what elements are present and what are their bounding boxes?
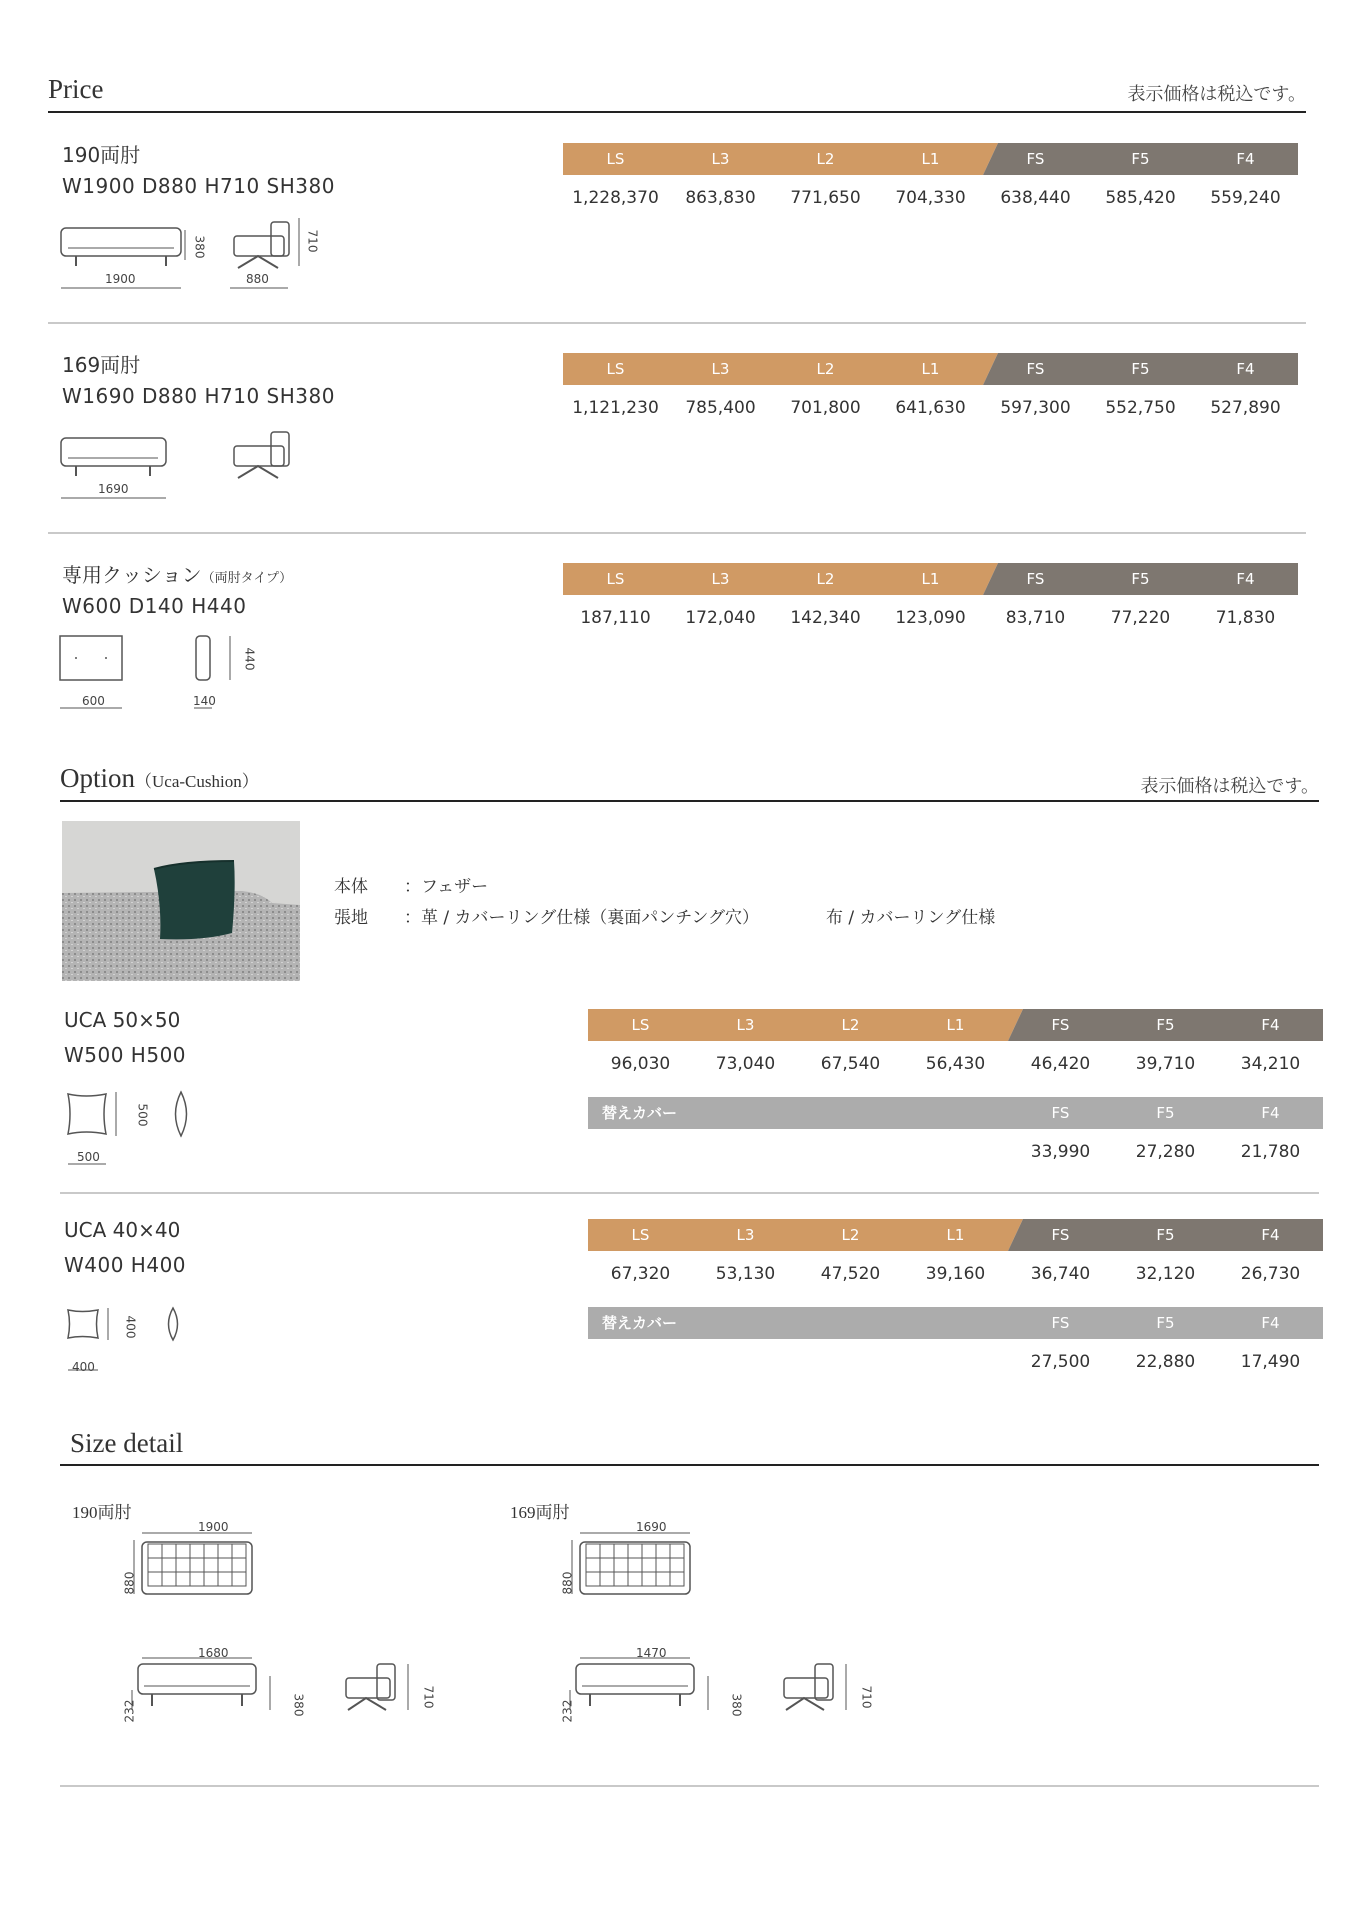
price-value: 83,710 [1005,608,1066,628]
option-title-rule [60,800,1319,802]
width-label: 1690 [98,482,129,496]
cover-grade-header: F5 [1156,1104,1175,1122]
grade-header: L3 [711,570,730,588]
price-value: 638,440 [1000,188,1071,208]
uca40-side-drawing [164,1306,184,1346]
cover-label: 替えカバー [602,1314,678,1332]
grade-header: F4 [1236,150,1255,168]
price-value: 67,320 [610,1264,671,1284]
price-value: 552,750 [1105,398,1176,418]
product-name: 169両肘 [62,353,141,377]
spec-cover-value-fabric: 布 / カバーリング仕様 [826,908,996,928]
grade-header: L1 [946,1016,965,1034]
price-value: 1,228,370 [572,188,659,208]
price-value: 1,121,230 [572,398,659,418]
product-dimensions: W600 D140 H440 [62,594,247,618]
leg-height-label: 232 [560,1699,575,1723]
grade-header: L3 [711,150,730,168]
height-label: 500 [135,1103,150,1127]
price-section-title: Price [48,74,104,104]
option-title: Option [60,763,136,793]
product-name: 190両肘 [62,143,141,167]
price-value: 771,650 [790,188,861,208]
width-label: 1900 [105,272,136,286]
depth-label: 140 [193,694,216,708]
grade-header: FS [1026,360,1045,378]
grade-header: L1 [921,570,940,588]
uca50-side-drawing [170,1090,194,1140]
size-model-name: 169両肘 [510,1503,570,1522]
cover-label: 替えカバー [602,1104,678,1122]
option-subtitle: （Uca-Cushion） [135,772,259,791]
grade-header: L2 [841,1226,860,1244]
option-item-name: UCA 40×40 [64,1218,181,1242]
grade-header: L1 [921,150,940,168]
cover-price-value: 33,990 [1030,1142,1091,1162]
price-value: 704,330 [895,188,966,208]
grade-header: F5 [1156,1016,1175,1034]
grade-header: F4 [1236,360,1255,378]
option-section-title [60,763,259,794]
grade-header: FS [1026,150,1045,168]
price-value: 67,540 [820,1054,881,1074]
price-value: 32,120 [1135,1264,1196,1284]
price-value: 187,110 [580,608,651,628]
grade-header: FS [1051,1016,1070,1034]
cover-header [588,1097,1323,1129]
option-item-name: UCA 50×50 [64,1008,181,1032]
price-title-rule [48,111,1306,113]
grade-header: L3 [711,360,730,378]
front-width-label: 1470 [636,1646,667,1660]
cover-grade-header: F4 [1261,1314,1280,1332]
cover-grade-header: F4 [1261,1104,1280,1122]
price-value: 26,730 [1240,1264,1301,1284]
product-name-note: （両肘タイプ） [201,571,293,586]
product-name-main: 専用クッション [62,563,202,587]
cover-price-value: 27,500 [1030,1352,1091,1372]
option-item-dimensions: W400 H400 [64,1253,187,1277]
grade-header: LS [606,150,625,168]
price-value: 56,430 [925,1054,986,1074]
grade-header: F5 [1131,360,1150,378]
price-value: 34,210 [1240,1054,1301,1074]
height-label: 400 [123,1315,138,1339]
grade-header: L2 [816,360,835,378]
seat-height-label: 380 [729,1693,744,1717]
grade-header: LS [606,360,625,378]
width-label: 500 [77,1150,100,1164]
grade-header: F5 [1131,150,1150,168]
product-dimensions: W1690 D880 H710 SH380 [62,384,335,408]
grade-header: FS [1051,1226,1070,1244]
grade-header: L3 [736,1226,755,1244]
price-tax-note: 表示価格は税込です。 [1127,84,1306,105]
grade-header: F4 [1261,1016,1280,1034]
grade-header: L1 [921,360,940,378]
price-value: 559,240 [1210,188,1281,208]
grade-header: F4 [1236,570,1255,588]
spec-body-label: 本体 [334,877,368,897]
price-value: 36,740 [1030,1264,1091,1284]
price-value: 46,420 [1030,1054,1091,1074]
seat-height-label: 380 [192,235,207,259]
cover-grade-header: F5 [1156,1314,1175,1332]
sofa-side-drawing [226,428,296,488]
product-dimensions: W1900 D880 H710 SH380 [62,174,335,198]
seat-height-label: 380 [291,1693,306,1717]
price-value: 785,400 [685,398,756,418]
spec-body-value: ：フェザー [404,877,489,897]
size-detail-drawing [550,1530,880,1730]
price-value: 96,030 [610,1054,671,1074]
divider [48,322,1306,324]
cover-price-value: 17,490 [1240,1352,1301,1372]
price-value: 641,630 [895,398,966,418]
depth-label: 880 [122,1571,137,1595]
price-value: 597,300 [1000,398,1071,418]
grade-header: L2 [816,570,835,588]
seat-height-mark [182,230,192,260]
divider [48,532,1306,534]
price-value: 527,890 [1210,398,1281,418]
cover-grade-header: FS [1051,1314,1070,1332]
cushion-photo [62,821,300,981]
grade-header: LS [631,1226,650,1244]
cover-price-value: 22,880 [1135,1352,1196,1372]
depth-label: 880 [560,1571,575,1595]
grade-header: F5 [1131,570,1150,588]
size-detail-drawing [112,1530,442,1730]
height-label: 710 [421,1685,436,1709]
cover-header [588,1307,1323,1339]
price-value: 585,420 [1105,188,1176,208]
price-value: 71,830 [1215,608,1276,628]
height-label: 440 [242,647,257,671]
price-value: 701,800 [790,398,861,418]
price-value: 172,040 [685,608,756,628]
grade-header: F4 [1261,1226,1280,1244]
top-width-label: 1900 [198,1520,229,1534]
price-value: 123,090 [895,608,966,628]
grade-header: L3 [736,1016,755,1034]
depth-label: 880 [246,272,269,286]
price-value: 39,160 [925,1264,986,1284]
price-value: 142,340 [790,608,861,628]
price-value: 77,220 [1110,608,1171,628]
grade-header: FS [1026,570,1045,588]
front-width-label: 1680 [198,1646,229,1660]
size-section-title: Size detail [70,1428,184,1458]
grade-header: L2 [841,1016,860,1034]
size-title-rule [60,1464,1319,1466]
grade-header: L1 [946,1226,965,1244]
price-value: 73,040 [715,1054,776,1074]
cover-price-value: 27,280 [1135,1142,1196,1162]
spec-cover-label: 張地 [334,908,368,928]
leg-height-label: 232 [122,1699,137,1723]
product-name [62,559,292,588]
grade-header: L2 [816,150,835,168]
grade-header: LS [606,570,625,588]
height-label: 710 [305,229,320,253]
width-label: 400 [72,1360,95,1374]
cover-grade-header: FS [1051,1104,1070,1122]
height-label: 710 [859,1685,874,1709]
grade-header: F5 [1156,1226,1175,1244]
cover-price-value: 21,780 [1240,1142,1301,1162]
price-value: 863,830 [685,188,756,208]
divider [60,1192,1319,1194]
price-value: 47,520 [820,1264,881,1284]
bottom-divider [60,1785,1319,1787]
price-value: 53,130 [715,1264,776,1284]
width-label: 600 [82,694,105,708]
option-item-dimensions: W500 H500 [64,1043,187,1067]
option-tax-note: 表示価格は税込です。 [1140,776,1319,797]
grade-header: LS [631,1016,650,1034]
spec-cover-value: ：革 / カバーリング仕様（裏面パンチング穴） [404,908,760,928]
size-model-name: 190両肘 [72,1503,132,1522]
price-value: 39,710 [1135,1054,1196,1074]
top-width-label: 1690 [636,1520,667,1534]
